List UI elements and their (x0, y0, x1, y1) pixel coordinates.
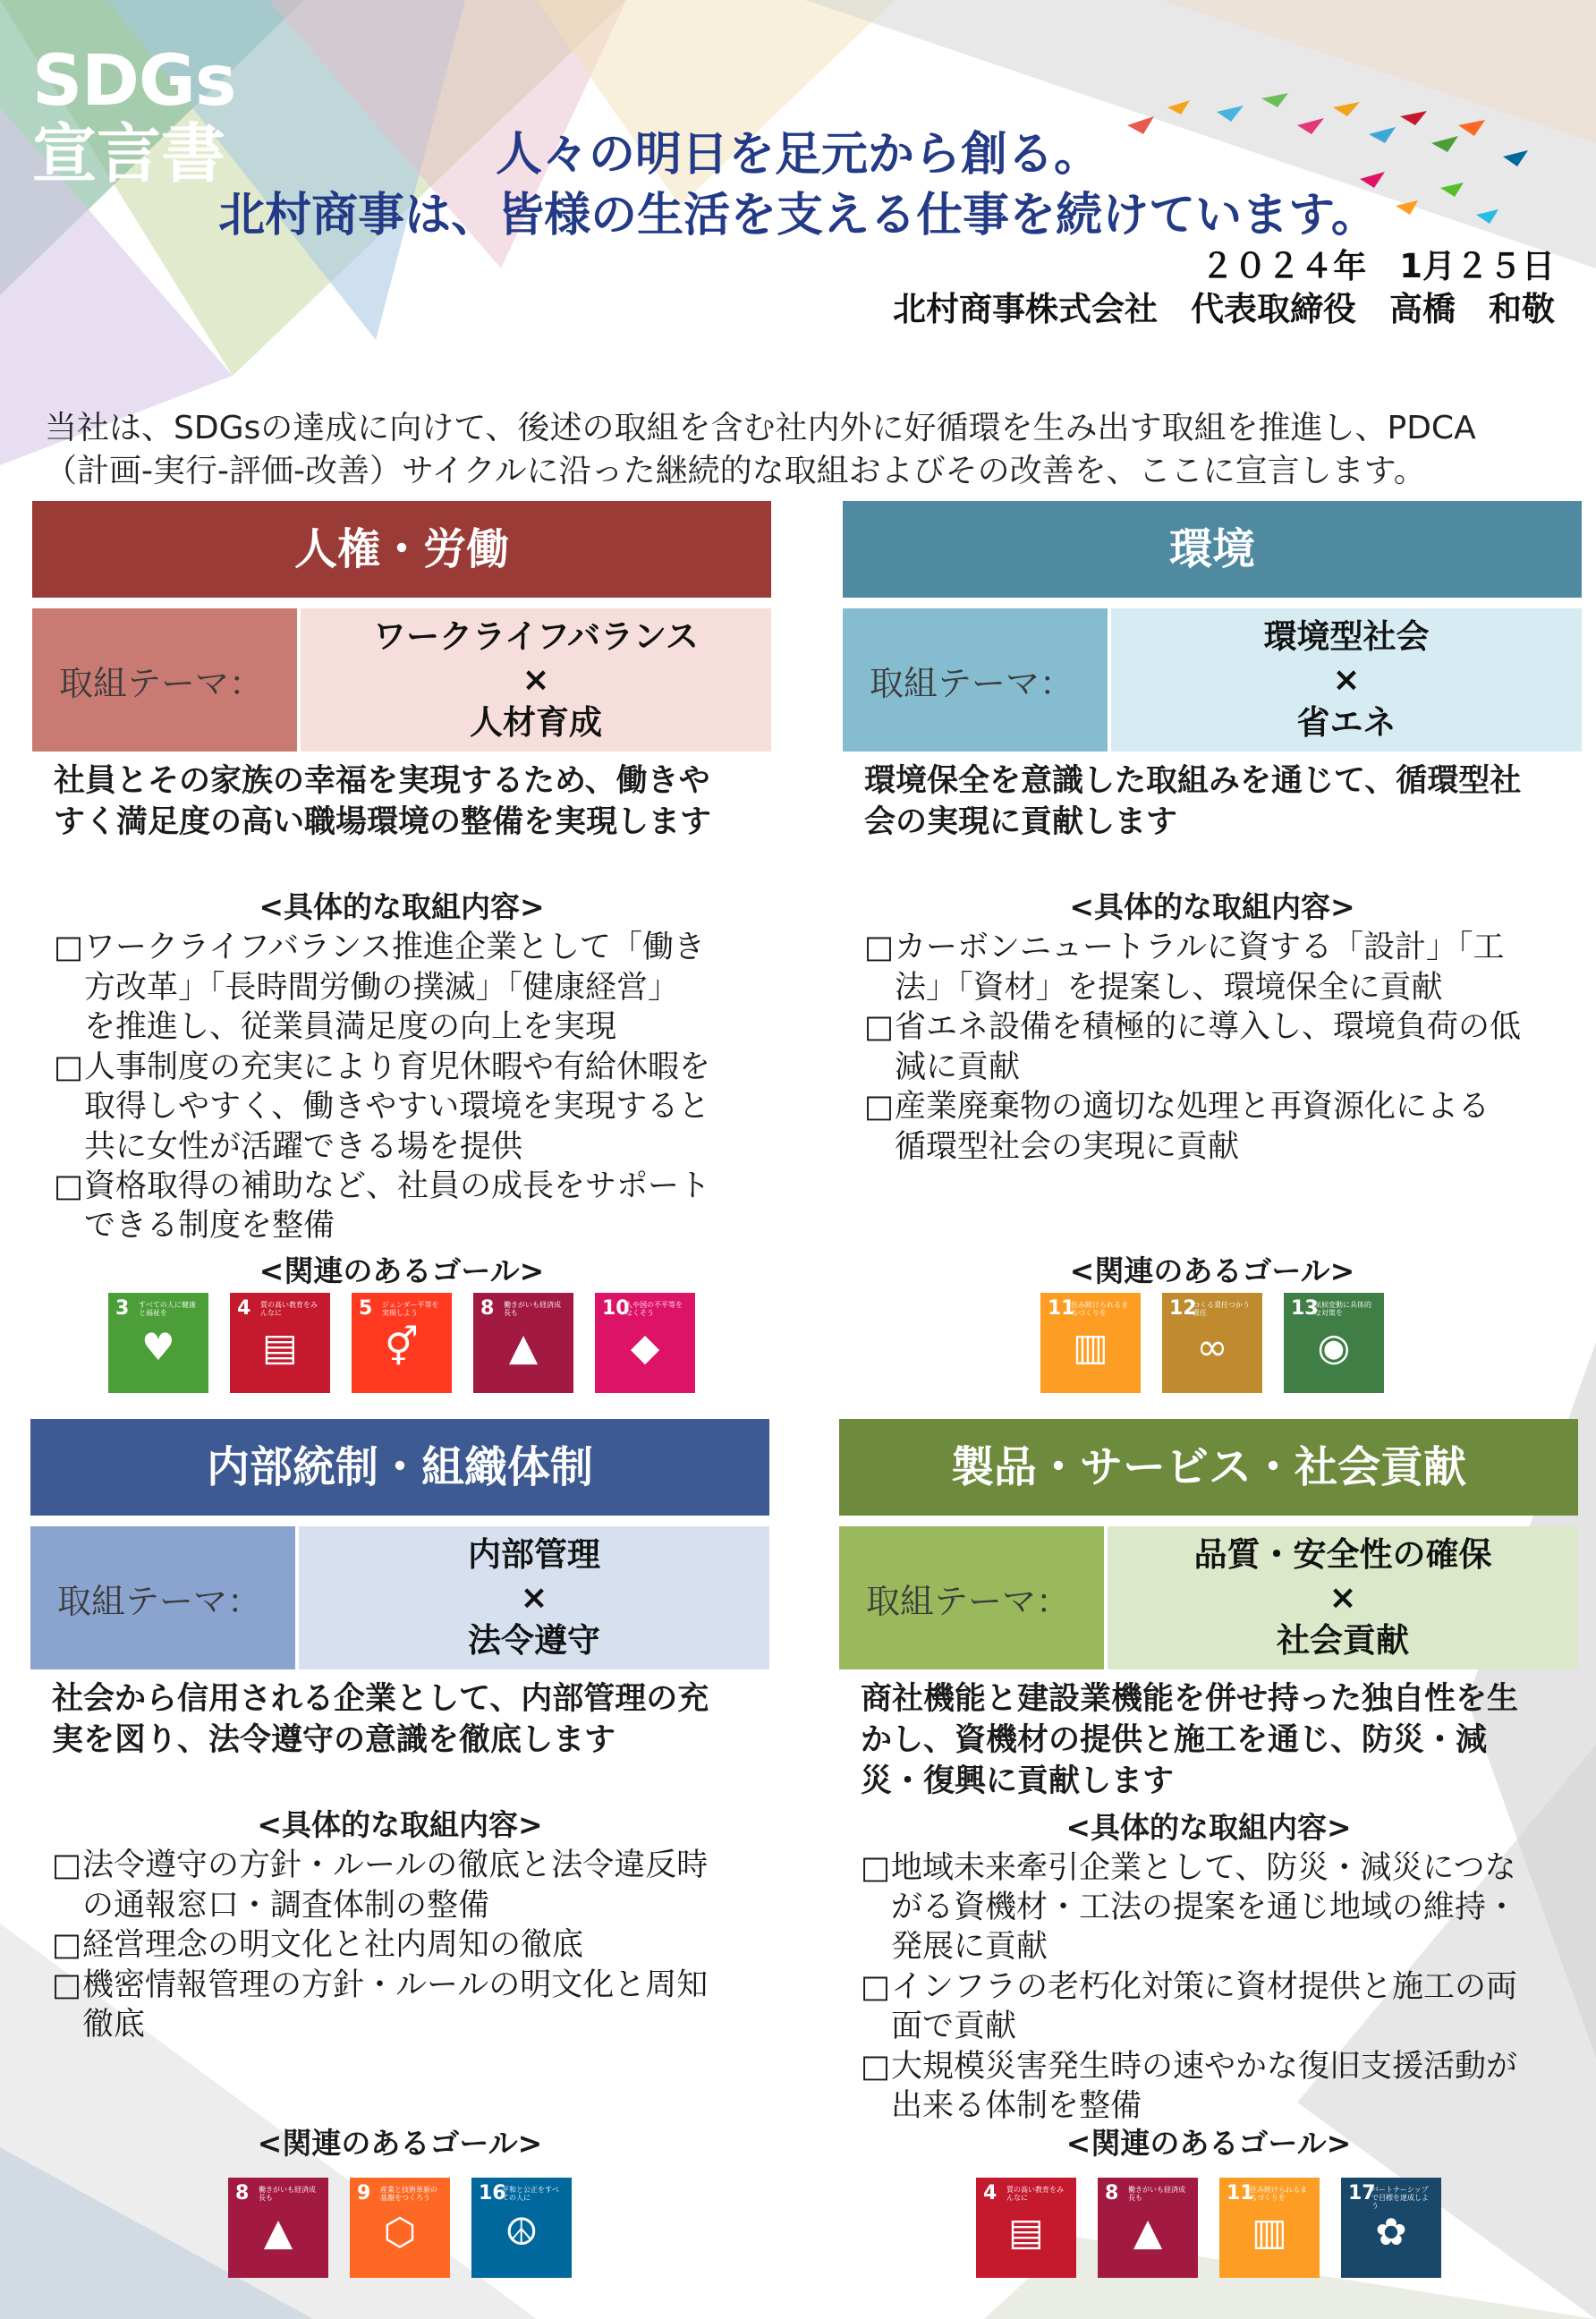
theme-line1: 品質・安全性の確保 (1193, 1534, 1492, 1574)
goal-number: 9 (357, 2182, 371, 2204)
theme-line1: 内部管理 (468, 1534, 600, 1574)
sdg-goal-17-icon (1341, 2178, 1441, 2278)
item-line: 大規模災害発生時の速やかな復旧支援活動が (891, 2048, 1518, 2085)
panel-governance (30, 1419, 769, 2314)
item-line: 資格取得の補助など、社員の成長をサポート (84, 1168, 711, 1204)
goal-text: 質の高い教育をみんなに (260, 1301, 318, 1318)
declaration-date: ２０２４年 1月２５日 (1201, 247, 1555, 285)
dove-icon: ☮ (505, 2210, 539, 2254)
theme-row (32, 608, 771, 752)
goal-text: 人や国の不平等をなくそう (625, 1301, 683, 1318)
theme-label: 取組テーマ： (32, 608, 297, 752)
theme-content (299, 1526, 769, 1669)
checkbox-icon: □ (864, 930, 895, 966)
city-icon: ▥ (1073, 1325, 1108, 1369)
item-line: 循環型社会の実現に貢献 (895, 1128, 1240, 1165)
related-goals (843, 1293, 1582, 1393)
goal-number: 13 (1291, 1297, 1319, 1320)
sdg-goal-11-icon (1040, 1293, 1141, 1393)
item-line: 産業廃棄物の適切な処理と再資源化による (895, 1089, 1490, 1126)
details-list (52, 1846, 769, 2044)
book-icon: ▤ (1008, 2210, 1044, 2254)
related-goals (30, 2178, 769, 2278)
sdg-goal-10-icon (595, 1293, 695, 1393)
panel-summary (861, 1678, 1557, 1803)
goal-text: ジェンダー平等を実現しよう (382, 1301, 439, 1318)
goal-text: 産業と技術革新の基盤をつくろう (380, 2186, 437, 2203)
goal-text: 気候変動に具体的な対策を (1314, 1301, 1371, 1318)
goal-number: 8 (1105, 2182, 1119, 2204)
theme-line3: 法令遵守 (468, 1621, 600, 1661)
goal-number: 8 (480, 1297, 495, 1320)
cubes-icon: ⬡ (383, 2210, 417, 2254)
panel-title: 人権・労働 (32, 501, 771, 598)
checkbox-icon: □ (54, 930, 84, 966)
theme-content (1111, 608, 1582, 752)
theme-line2: × (522, 659, 550, 699)
list-item (54, 928, 771, 1047)
checkbox-icon: □ (861, 1849, 891, 1886)
growth-chart-icon: ▲ (508, 1325, 539, 1369)
goal-number: 16 (479, 2182, 506, 2204)
item-line: できる制度を整備 (84, 1208, 335, 1244)
sdg-goal-11-icon (1219, 2178, 1320, 2278)
goals-heading: <関連のあるゴール> (259, 1253, 545, 1288)
details-heading: <具体的な取組内容> (1069, 889, 1355, 925)
item-line: 面で貢献 (891, 2009, 1017, 2045)
theme-content (301, 608, 771, 752)
panel-products-services (839, 1419, 1578, 2314)
list-item (861, 1967, 1578, 2047)
sdg-goal-4-icon (230, 1293, 330, 1393)
summary-line1: 環境保全を意識した取組みを通じて、循環型社 (864, 763, 1522, 799)
sdg-goal-5-icon (352, 1293, 452, 1393)
checkbox-icon: □ (864, 1089, 895, 1126)
summary-line1: 社会から信用される企業として、内部管理の充 (52, 1681, 709, 1717)
theme-line2: × (1329, 1577, 1357, 1617)
sdg-goal-13-icon (1284, 1293, 1384, 1393)
item-line: カーボンニュートラルに資する「設計」「工 (895, 930, 1505, 966)
panel-title: 内部統制・組織体制 (30, 1419, 769, 1516)
list-item (54, 1048, 771, 1167)
goal-text: 住み続けられるまちづくりを (1250, 2186, 1307, 2203)
item-line: 人事制度の充実により育児休暇や有給休暇を (84, 1049, 711, 1085)
related-goals (32, 1293, 771, 1393)
item-line: を推進し、従業員満足度の向上を実現 (84, 1009, 617, 1046)
panel-summary (52, 1678, 748, 1761)
intro-line2: （計画-実行-評価-改善）サイクルに沿った継続的な取組およびその改善を、ここに宣言します。 (45, 452, 1426, 489)
goal-number: 12 (1169, 1297, 1197, 1320)
theme-line2: × (520, 1577, 548, 1617)
goal-text: 働きがいも経済成長も (259, 2186, 316, 2203)
details-heading: <具体的な取組内容> (259, 889, 545, 925)
goal-number: 8 (235, 2182, 250, 2204)
item-line: 共に女性が活躍できる場を提供 (84, 1128, 523, 1165)
list-item (52, 1925, 769, 1965)
theme-label: 取組テーマ： (839, 1526, 1104, 1669)
partnership-flower-icon: ✿ (1375, 2210, 1407, 2254)
item-line: 出来る体制を整備 (891, 2088, 1142, 2125)
list-item (52, 1846, 769, 1925)
goal-text: つくる責任つかう責任 (1193, 1301, 1250, 1318)
goals-heading: <関連のあるゴール> (257, 2126, 543, 2161)
goal-text: 働きがいも経済成長も (504, 1301, 561, 1318)
details-heading: <具体的な取組内容> (257, 1807, 543, 1843)
sdg-goal-3-icon (108, 1293, 208, 1393)
checkbox-icon: □ (52, 1927, 82, 1964)
list-item (861, 1848, 1578, 1967)
sdg-goal-12-icon (1162, 1293, 1262, 1393)
theme-line3: 社会貢献 (1277, 1621, 1409, 1661)
theme-line3: 省エネ (1296, 703, 1396, 743)
panel-title: 環境 (843, 501, 1582, 598)
item-line: 地域未来牽引企業として、防災・減災につな (891, 1849, 1516, 1886)
panel-human-rights (32, 501, 771, 1396)
checkbox-icon: □ (864, 1009, 895, 1046)
sdg-goal-8-icon (473, 1293, 573, 1393)
panel-summary (864, 760, 1560, 843)
checkbox-icon: □ (54, 1049, 84, 1085)
goal-text: 働きがいも経済成長も (1128, 2186, 1185, 2203)
sdg-goal-4-icon (976, 2178, 1076, 2278)
item-line: 取得しやすく、働きやすい環境を実現すると (84, 1089, 710, 1126)
intro-text (45, 407, 1557, 492)
goal-text: 住み続けられるまちづくりを (1071, 1301, 1128, 1318)
goal-number: 4 (237, 1297, 251, 1320)
goals-heading: <関連のあるゴール> (1069, 1253, 1355, 1288)
item-line: 減に貢献 (895, 1049, 1021, 1085)
item-line: ワークライフバランス推進企業として「働き (84, 930, 706, 966)
eye-globe-icon: ◉ (1317, 1325, 1351, 1369)
item-line: の通報窓口・調査体制の整備 (82, 1887, 490, 1924)
item-line: 省エネ設備を積極的に導入し、環境負荷の低 (895, 1009, 1522, 1046)
summary-line2: すく満足度の高い職場環境の整備を実現します (54, 804, 712, 841)
summary-line1: 商社機能と建設業機能を併せ持った独自性を生 (861, 1681, 1519, 1717)
logo-line1: SDGs (32, 41, 236, 122)
list-item (864, 1007, 1582, 1087)
theme-row (30, 1526, 769, 1669)
growth-chart-icon: ▲ (263, 2210, 293, 2254)
book-icon: ▤ (262, 1325, 298, 1369)
summary-line1: 社員とその家族の幸福を実現するため、働きや (54, 763, 710, 799)
summary-line2: 実を図り、法令遵守の意識を徹底します (52, 1722, 616, 1759)
goals-heading: <関連のあるゴール> (1065, 2126, 1352, 2161)
goal-number: 11 (1227, 2182, 1254, 2204)
goal-number: 10 (602, 1297, 630, 1320)
list-item (52, 1966, 769, 2045)
goal-number: 4 (983, 2182, 998, 2204)
details-list (861, 1848, 1578, 2127)
theme-line1: 環境型社会 (1263, 616, 1430, 656)
goal-number: 3 (115, 1297, 130, 1320)
list-item (861, 2047, 1578, 2127)
goal-number: 11 (1048, 1297, 1075, 1320)
details-heading: <具体的な取組内容> (1065, 1809, 1352, 1845)
sdg-goal-9-icon (350, 2178, 450, 2278)
checkbox-icon: □ (54, 1168, 84, 1204)
checkbox-icon: □ (861, 2048, 891, 2085)
sdg-goal-16-icon (471, 2178, 572, 2278)
related-goals (839, 2178, 1578, 2278)
checkbox-icon: □ (52, 1848, 82, 1884)
headline (0, 125, 1596, 246)
item-line: 機密情報管理の方針・ルールの明文化と周知 (82, 1966, 709, 2003)
item-line: がる資機材・工法の提案を通じ地域の維持・ (891, 1890, 1518, 1925)
headline-line2: 北村商事は、皆様の生活を支える仕事を続けています。 (218, 188, 1378, 242)
item-line: 方改革」「長時間労働の撲滅」「健康経営」 (84, 969, 680, 1006)
theme-content (1108, 1526, 1578, 1669)
list-item (864, 928, 1582, 1007)
panel-environment (843, 501, 1582, 1396)
infinity-icon: ∞ (1196, 1325, 1228, 1369)
equality-icon: ◆ (630, 1325, 660, 1369)
summary-line2: 会の実現に貢献します (864, 804, 1178, 841)
logo-line2: 宣言書 (32, 116, 226, 191)
growth-chart-icon: ▲ (1133, 2210, 1163, 2254)
intro-line1: 当社は、SDGsの達成に向けて、後述の取組を含む社内外に好循環を生み出す取組を推進し、PDCA (45, 410, 1476, 446)
item-line: インフラの老朽化対策に資材提供と施工の両 (891, 1968, 1518, 2005)
list-item (54, 1167, 771, 1246)
theme-row (839, 1526, 1578, 1669)
summary-line2: かし、資機材の提供と施工を通じ、防災・減 (861, 1722, 1488, 1759)
heartbeat-icon: ♥ (141, 1325, 175, 1369)
goal-text: パートナーシップで目標を達成しよう (1371, 2186, 1429, 2211)
sdg-goal-8-icon (1098, 2178, 1198, 2278)
panel-summary (54, 760, 750, 843)
goal-text: 平和と公正をすべての人に (502, 2186, 559, 2203)
theme-line2: × (1332, 659, 1361, 699)
list-item (864, 1087, 1582, 1167)
details-list (864, 928, 1582, 1167)
goal-text: すべての人に健康と福祉を (139, 1301, 196, 1318)
goal-number: 5 (359, 1297, 373, 1320)
item-line: 経営理念の明文化と社内周知の徹底 (82, 1927, 584, 1964)
checkbox-icon: □ (861, 1968, 891, 2005)
theme-row (843, 608, 1582, 752)
sdg-goal-8-icon (228, 2178, 328, 2278)
city-icon: ▥ (1252, 2210, 1287, 2254)
goal-text: 質の高い教育をみんなに (1006, 2186, 1064, 2203)
theme-line1: ワークライフバランス (373, 616, 699, 656)
theme-label: 取組テーマ： (30, 1526, 295, 1669)
item-line: 徹底 (82, 2007, 146, 2043)
theme-label: 取組テーマ： (843, 608, 1108, 752)
summary-line3: 災・復興に貢献します (861, 1763, 1175, 1800)
item-line: 発展に貢献 (891, 1929, 1048, 1966)
theme-line3: 人材育成 (470, 703, 602, 743)
goal-number: 17 (1348, 2182, 1376, 2204)
declaration-signature (893, 245, 1555, 331)
headline-line1: 人々の明日を足元から創る。 (495, 128, 1100, 182)
checkbox-icon: □ (52, 1966, 82, 2003)
details-list (54, 928, 771, 1246)
item-line: 法」「資材」を提案し、環境保全に貢献 (895, 969, 1443, 1006)
item-line: 法令遵守の方針・ルールの徹底と法令違反時 (82, 1848, 709, 1884)
gender-icon: ⚥ (385, 1325, 419, 1369)
signatory: 北村商事株式会社 代表取締役 高橋 和敬 (893, 290, 1555, 329)
panel-title: 製品・サービス・社会貢献 (839, 1419, 1578, 1516)
